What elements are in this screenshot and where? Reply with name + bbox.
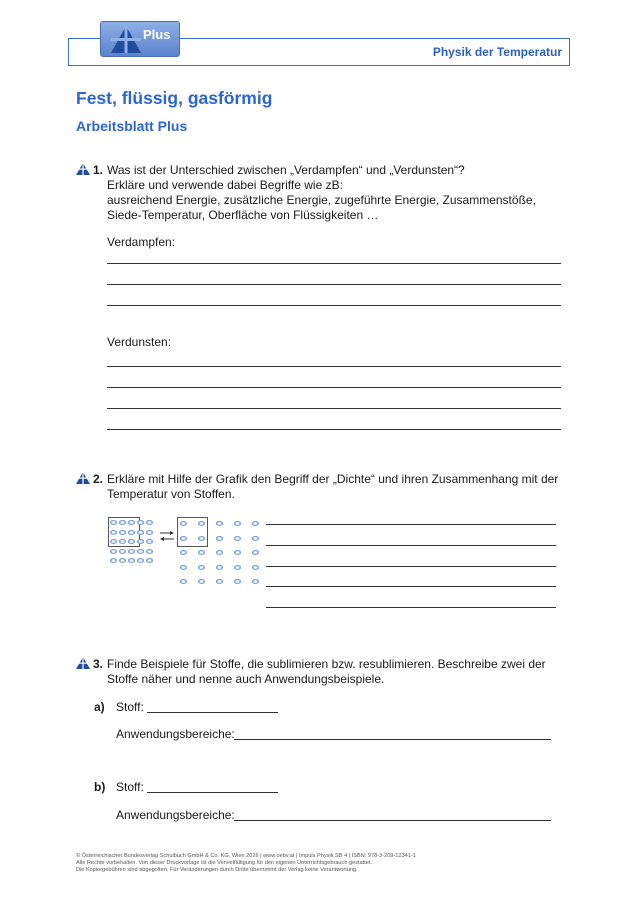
particle — [128, 549, 135, 554]
answer-line[interactable] — [266, 524, 556, 525]
particle — [252, 536, 259, 541]
question-3-line-2: Stoffe näher und nenne auch Anwendungsbeispiele. — [107, 672, 385, 686]
answer-line[interactable] — [107, 429, 561, 430]
answer-line[interactable] — [266, 607, 556, 608]
particle — [146, 549, 153, 554]
particle — [119, 530, 126, 535]
question-2-line-2: Temperatur von Stoffen. — [107, 487, 235, 501]
question-1-line-3: ausreichend Energie, zusätzliche Energie, zugeführte Energie, Zusammenstöße, — [107, 193, 536, 207]
stoff-label-b: Stoff: — [116, 780, 144, 794]
particle — [198, 579, 205, 584]
particle — [146, 539, 153, 544]
verdampfen-label: Verdampfen: — [107, 235, 176, 249]
anwendung-answer-line[interactable] — [234, 739, 551, 740]
particle — [110, 549, 117, 554]
particle — [146, 530, 153, 535]
anwendung-answer-line[interactable] — [234, 820, 551, 821]
part-b-marker: b) — [94, 780, 106, 794]
footer-copyright: © Österreichischer Bundesverlag Schulbuch GmbH & Co. KG, Wien 2026 | www.oebv.at | Impuls Physik SB 4 | ISBN: 978-3-209-12341-1 — [76, 853, 416, 859]
particle — [128, 539, 135, 544]
particle — [180, 521, 187, 526]
particle — [119, 520, 126, 525]
exchange-arrows-icon — [160, 530, 174, 542]
particle — [198, 550, 205, 555]
answer-line[interactable] — [107, 284, 561, 285]
particle — [119, 558, 126, 563]
answer-line[interactable] — [107, 387, 561, 388]
particle — [234, 565, 241, 570]
triangle-plus-icon — [76, 163, 90, 175]
particle — [137, 558, 144, 563]
question-1-line-2: Erkläre und verwende dabei Begriffe wie zB: — [107, 178, 343, 192]
particle — [234, 521, 241, 526]
answer-line[interactable] — [107, 366, 561, 367]
particle — [119, 549, 126, 554]
particle — [198, 565, 205, 570]
particle — [110, 530, 117, 535]
answer-line[interactable] — [266, 586, 556, 587]
particle — [216, 565, 223, 570]
question-2-line-1: Erkläre mit Hilfe der Grafik den Begriff der „Dichte“ und ihren Zusammenhang mit der — [107, 472, 559, 486]
question-1-line-4: Siede-Temperatur, Oberfläche von Flüssigkeiten … — [107, 208, 379, 222]
particle — [216, 550, 223, 555]
question-3-number: 3. — [93, 657, 104, 671]
particle — [128, 520, 135, 525]
page-title: Fest, flüssig, gasförmig — [76, 88, 273, 108]
question-2-number: 2. — [93, 472, 104, 486]
footer-fees: Die Kopiergebühren sind abgegolten. Für Veränderungen durch Dritte übernimmt der Verlag keine Verantwortung. — [76, 867, 358, 873]
particle — [198, 521, 205, 526]
particle — [252, 579, 259, 584]
anwendung-label-a: Anwendungsbereiche: — [116, 727, 235, 741]
triangle-plus-icon — [76, 472, 90, 484]
particle — [110, 539, 117, 544]
particle — [137, 539, 144, 544]
question-3-text — [107, 657, 546, 687]
answer-line[interactable] — [107, 263, 561, 264]
particle — [146, 558, 153, 563]
particle — [137, 549, 144, 554]
anwendung-label-b: Anwendungsbereiche: — [116, 808, 235, 822]
answer-line[interactable] — [266, 566, 556, 567]
page-subtitle: Arbeitsblatt Plus — [76, 118, 188, 134]
particle — [252, 550, 259, 555]
particle — [180, 565, 187, 570]
particle — [128, 530, 135, 535]
particle — [234, 536, 241, 541]
particle — [216, 521, 223, 526]
particle — [180, 550, 187, 555]
particle — [110, 520, 117, 525]
question-1-text — [107, 163, 536, 223]
particle — [234, 579, 241, 584]
particle — [216, 536, 223, 541]
plus-logo — [100, 21, 180, 57]
particle — [137, 530, 144, 535]
particle — [137, 520, 144, 525]
particle — [146, 520, 153, 525]
particle — [110, 558, 117, 563]
part-a-marker: a) — [94, 700, 105, 714]
particle — [119, 539, 126, 544]
logo-text: Plus — [143, 27, 171, 42]
footer-rights: Alle Rechte vorbehalten. Von dieser Druckvorlage ist die Vervielfältigung für den eigenen Unterrichtsgebrauch gestattet. — [76, 860, 373, 866]
answer-line[interactable] — [266, 545, 556, 546]
answer-line[interactable] — [107, 305, 561, 306]
question-3-line-1: Finde Beispiele für Stoffe, die sublimieren bzw. resublimieren. Beschreibe zwei der — [107, 657, 546, 671]
particle — [180, 536, 187, 541]
particle — [198, 536, 205, 541]
verdunsten-label: Verdunsten: — [107, 335, 172, 349]
triangle-plus-icon — [76, 657, 90, 669]
question-2-text — [107, 472, 558, 502]
question-1-number: 1. — [93, 163, 104, 177]
particle — [234, 550, 241, 555]
triangle-logo-icon — [111, 26, 141, 53]
stoff-answer-line[interactable] — [147, 792, 278, 793]
answer-line[interactable] — [107, 408, 561, 409]
particle — [128, 558, 135, 563]
footer — [76, 853, 416, 874]
stoff-answer-line[interactable] — [147, 712, 278, 713]
particle — [252, 565, 259, 570]
header-title: Physik der Temperatur — [432, 45, 562, 59]
particle — [216, 579, 223, 584]
stoff-label-a: Stoff: — [116, 700, 144, 714]
particle — [180, 579, 187, 584]
question-1-line-1: Was ist der Unterschied zwischen „Verdampfen“ und „Verdunsten“? — [107, 163, 465, 177]
particle — [252, 521, 259, 526]
